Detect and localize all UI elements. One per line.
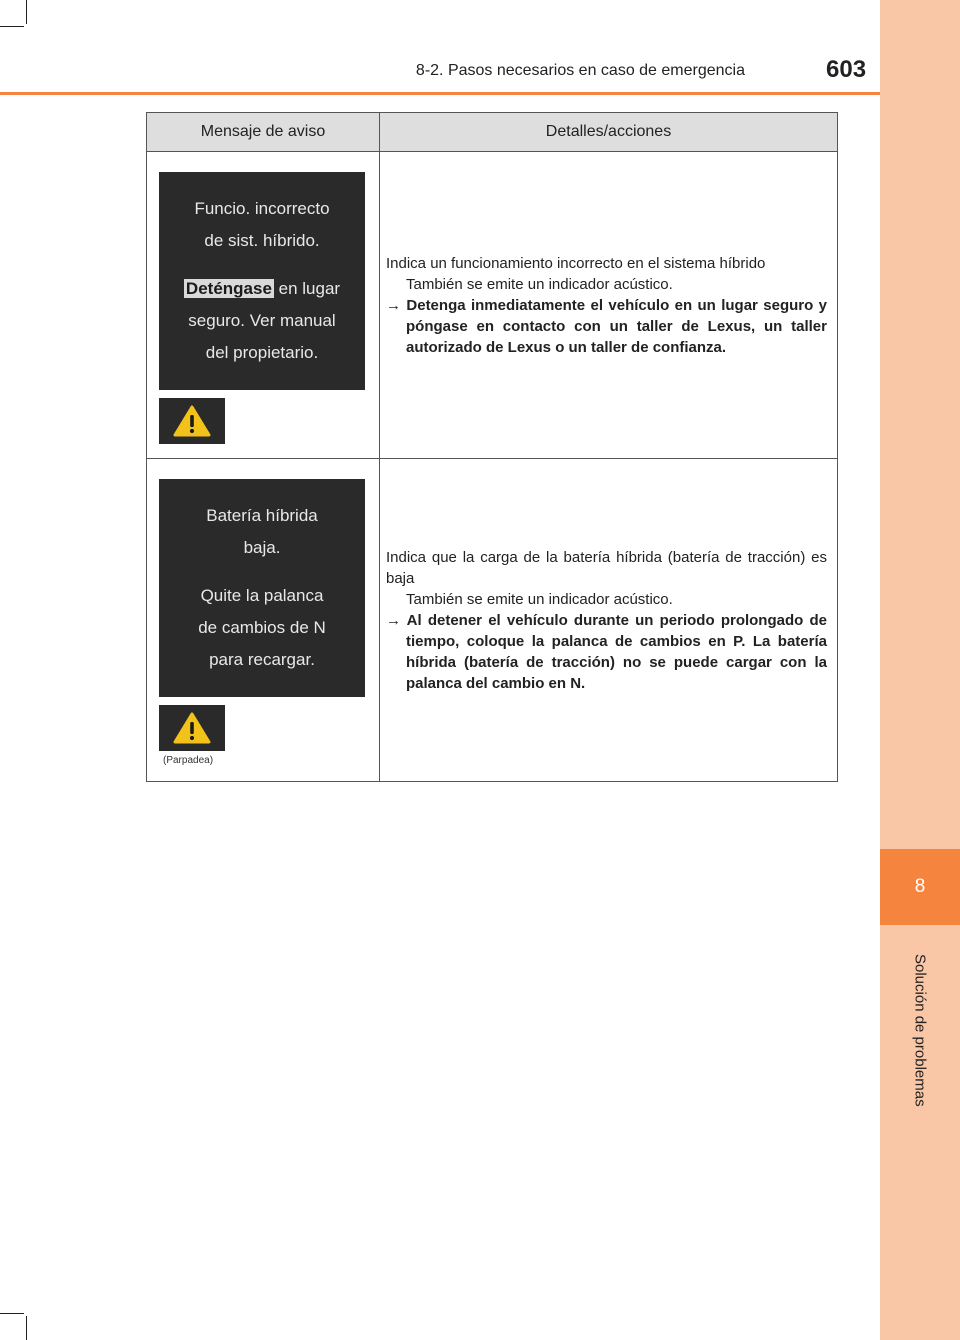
chapter-number: 8 — [914, 876, 926, 897]
screen-gap — [159, 257, 365, 273]
section-title: 8-2. Pasos necesarios en caso de emergencia — [415, 62, 745, 79]
crop-mark — [26, 1316, 27, 1340]
warning-message-table — [146, 112, 838, 782]
screen-line: Quite la palanca — [200, 586, 324, 605]
display-screen — [159, 479, 365, 697]
warning-message-cell — [147, 459, 380, 782]
chapter-title: Solución de problemas — [911, 953, 929, 1107]
acoustic-note: También se emite un indicador acústico. — [406, 275, 673, 293]
action-text: → Al detener el vehículo durante un periodo prolongado de tiempo, coloque la palanca de cambios en P. La batería híbrida (batería de tracción) no se puede cargar con la palanca del cambio en N. — [386, 611, 827, 692]
crop-mark — [0, 26, 24, 27]
screen-line: para recargar. — [209, 650, 315, 669]
screen-line-rest: en lugar — [278, 279, 341, 298]
chapter-number-tab — [880, 849, 960, 925]
crop-mark — [26, 0, 27, 24]
table-row — [147, 459, 838, 782]
table-header-row — [147, 113, 838, 152]
description-text: Indica que la carga de la batería híbrida (batería de tracción) es baja — [386, 548, 827, 587]
page-number: 603 — [826, 56, 867, 83]
warning-triangle-icon — [173, 405, 211, 437]
warning-icon-box — [159, 398, 225, 444]
screen-line: baja. — [243, 538, 281, 557]
screen-line: de cambios de N — [198, 618, 326, 637]
description-text: Indica un funcionamiento incorrecto en el sistema híbrido — [386, 254, 766, 272]
warning-icon-box — [159, 705, 225, 751]
screen-line — [159, 273, 365, 305]
header-rule — [0, 92, 880, 95]
action-body: Detenga inmediatamente el vehículo en un lugar seguro y póngase en contacto con un taller de Lexus, un taller autorizado de Lexus o un taller de confianza. — [406, 296, 828, 356]
column-header-details: Detalles/acciones — [380, 113, 838, 152]
screen-line: de sist. híbrido. — [204, 231, 320, 250]
warning-triangle-icon — [173, 712, 211, 744]
action-body: Al detener el vehículo durante un periodo prolongado de tiempo, coloque la palanca de cambios en P. La batería híbrida (batería de tracción) no se puede cargar con la palanca del cambio en N. — [406, 611, 827, 692]
table-row — [147, 152, 838, 459]
blink-caption: (Parpadea) — [163, 755, 214, 766]
details-cell — [380, 152, 838, 459]
screen-line: Batería híbrida — [206, 506, 318, 525]
action-text: → Detenga inmediatamente el vehículo en un lugar seguro y póngase en contacto con un taller de Lexus, un taller autorizado de Lexus o un taller de confianza. — [386, 296, 828, 356]
details-cell — [380, 459, 838, 782]
column-header-message: Mensaje de aviso — [147, 113, 380, 152]
screen-highlight: Deténgase — [185, 279, 272, 298]
screen-line: seguro. Ver manual — [188, 311, 336, 330]
chapter-title-vertical — [880, 940, 960, 1120]
screen-line: Funcio. incorrecto — [194, 199, 330, 218]
crop-mark — [0, 1313, 24, 1314]
warning-message-cell — [147, 152, 380, 459]
screen-line: del propietario. — [205, 343, 319, 362]
acoustic-note: También se emite un indicador acústico. — [406, 590, 673, 608]
screen-gap — [159, 564, 365, 580]
display-screen — [159, 172, 365, 390]
chapter-side-band — [880, 0, 960, 1340]
